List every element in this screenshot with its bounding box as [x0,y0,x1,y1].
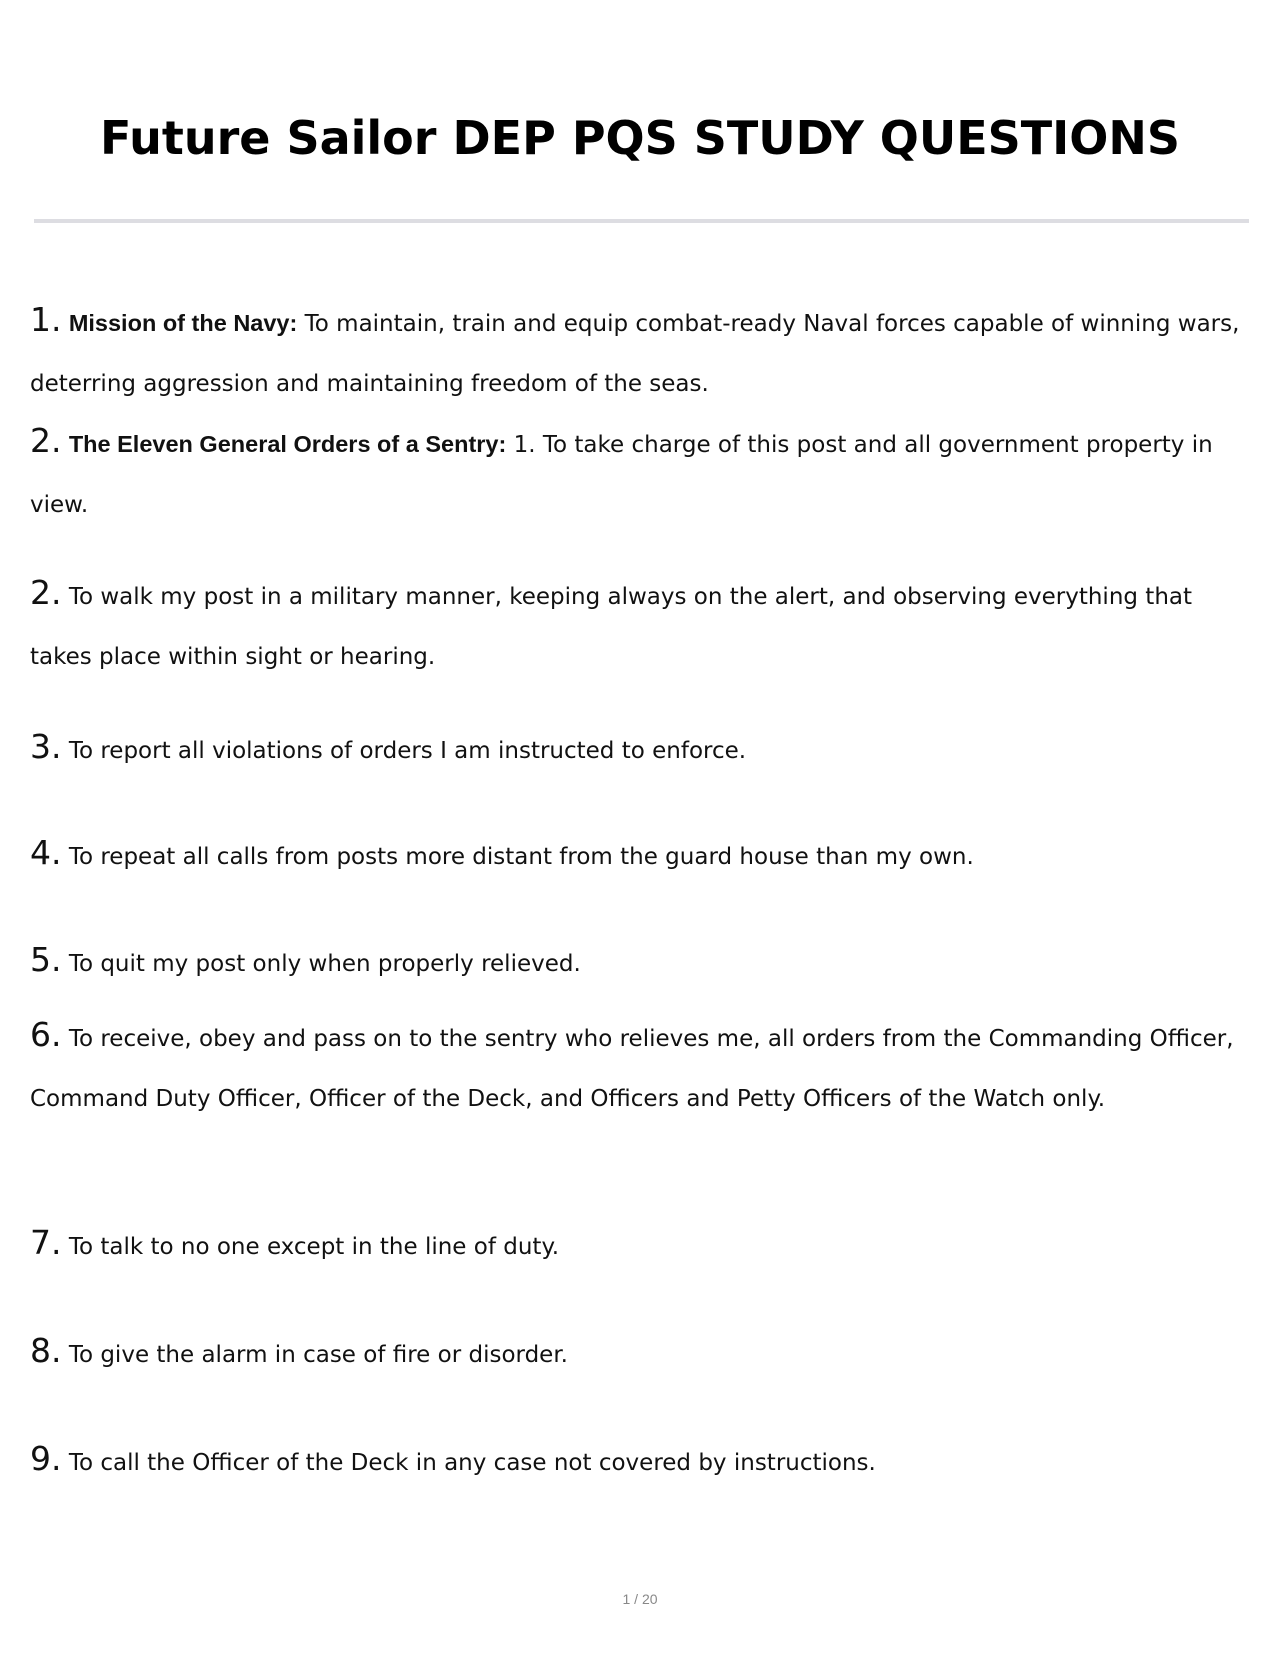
study-item-mission [30,290,1252,414]
item-label: The Eleven General Orders of a Sentry: [68,431,507,457]
general-order-5 [30,930,1252,994]
item-text: To report all violations of orders I am instructed to enforce. [68,738,747,764]
study-item-general-orders [30,411,1252,535]
item-number: 8. [30,1331,62,1370]
item-text: To walk my post in a military manner, keeping always on the alert, and observing everything that takes place within sight or hearing. [30,584,1193,670]
general-order-9 [30,1429,1252,1493]
item-label: Mission of the Navy: [68,310,298,336]
title-divider [34,219,1249,223]
general-order-2 [30,563,1252,687]
item-number: 2. [30,573,62,612]
general-order-3 [30,717,1252,781]
item-number: 6. [30,1015,62,1054]
item-number: 3. [30,727,62,766]
document-title: Future Sailor DEP PQS STUDY QUESTIONS [99,111,1181,165]
item-text: To talk to no one except in the line of duty. [68,1234,560,1260]
item-number: 9. [30,1439,62,1478]
item-text: To receive, obey and pass on to the sentry who relieves me, all orders from the Commanding Officer, Command Duty Officer, Officer of the Deck, and Officers and Petty Officers of the Watch only. [30,1026,1234,1112]
item-text: 1. To take charge of this post and all government property in view. [30,432,1213,518]
item-number: 4. [30,833,62,872]
general-order-4 [30,823,1252,887]
general-order-8 [30,1321,1252,1385]
item-number: 1. [30,300,62,339]
page-indicator: 1 / 20 [622,1591,658,1607]
general-order-6 [30,1005,1252,1129]
item-number: 5. [30,940,62,979]
item-text: To give the alarm in case of fire or disorder. [68,1342,568,1368]
item-text: To repeat all calls from posts more distant from the guard house than my own. [68,844,974,870]
general-order-7 [30,1213,1252,1277]
item-number: 2. [30,421,62,460]
item-text: To maintain, train and equip combat-ready Naval forces capable of winning wars, deterring aggression and maintaining freedom of the seas. [30,311,1240,397]
item-text: To call the Officer of the Deck in any case not covered by instructions. [68,1450,876,1476]
item-text: To quit my post only when properly relieved. [68,951,581,977]
item-number: 7. [30,1223,62,1262]
